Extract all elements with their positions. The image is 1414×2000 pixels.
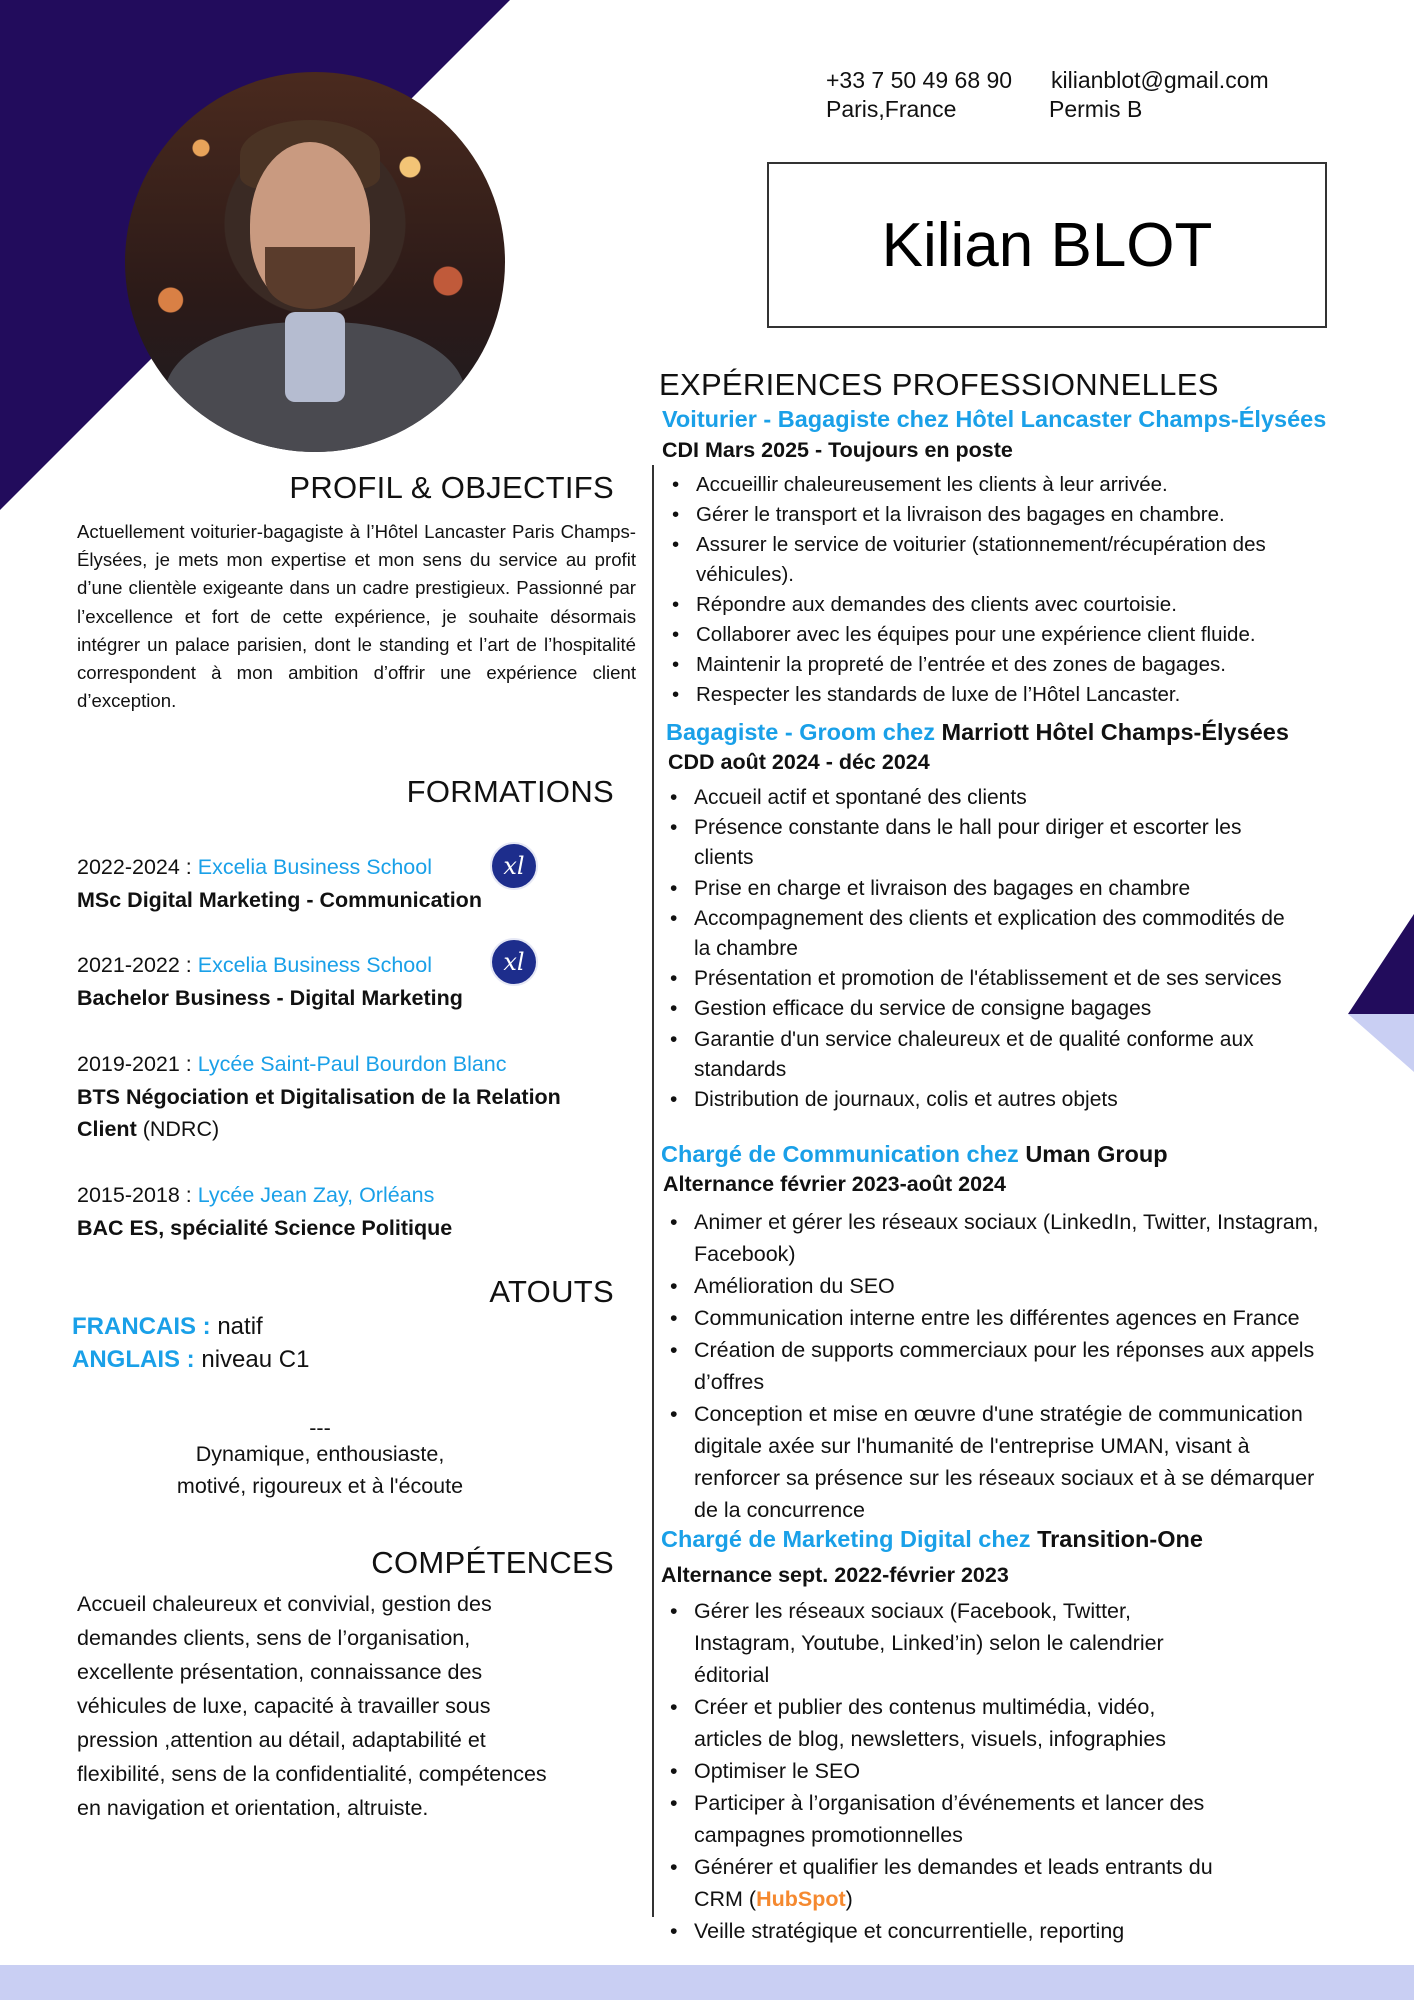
formation-3-extra: (NDRC) <box>136 1117 220 1141</box>
bullet-item <box>664 1025 1384 1085</box>
bullet-item: • Optimiser le SEO <box>664 1755 1384 1787</box>
bullet-text: standards <box>694 1057 787 1081</box>
bullet-text: Présence constante dans le hall pour diriger et escorter les <box>694 816 1242 840</box>
bullet-item: • Accueillir chaleureusement les clients à leur arrivée. <box>666 470 1386 500</box>
candidate-name: Kilian BLOT <box>881 210 1213 280</box>
bullet-text: Création de supports commerciaux pour les réponses aux appels <box>694 1338 1315 1362</box>
formation-1-school: Excelia Business School <box>197 855 432 879</box>
bullet-item: • Amélioration du SEO <box>664 1270 1384 1302</box>
bullet-text: Animer et gérer les réseaux sociaux (LinkedIn, Twitter, Instagram, <box>694 1210 1319 1234</box>
bullet-item <box>664 1206 1384 1270</box>
bullet-text: Générer et qualifier les demandes et leads entrants du <box>694 1855 1213 1879</box>
contact-city: Paris,France <box>826 96 957 122</box>
formation-3-school: Lycée Saint-Paul Bourdon Blanc <box>197 1052 507 1076</box>
formation-4-degree: BAC ES, spécialité Science Politique <box>77 1216 453 1240</box>
formation-1-years: 2022-2024 : <box>77 855 198 879</box>
job-3-title <box>661 1141 1168 1168</box>
bullet-text: renforcer sa présence sur les réseaux sociaux et à se démarquer <box>694 1466 1315 1490</box>
bullet-item: • Distribution de journaux, colis et autres objets <box>664 1085 1384 1115</box>
bullet-item <box>664 1398 1384 1526</box>
formation-1-line <box>77 855 432 880</box>
name-box <box>767 162 1327 328</box>
language-label: ANGLAIS : <box>72 1346 195 1373</box>
profile-text: Actuellement voiturier-bagagiste à l’Hôtel Lancaster Paris Champs-Élysées, je mets mon expertise et mon sens du service au profit d’une clientèle exigeante dans un cadre prestigieux. Passionné par l’excellence et fort de cette expérience, je souhaite désormais intégrer un palace parisien, dont le standing et l’art de l’hospitalité correspondent à mon ambition d’offrir une expérience client d’exception. <box>77 521 636 712</box>
atouts-title: ATOUTS <box>489 1274 614 1309</box>
bullet-text: Participer à l’organisation d’événements et lancer des <box>694 1791 1205 1815</box>
profile-title: PROFIL & OBJECTIFS <box>289 470 614 505</box>
competences-text <box>77 1587 637 1825</box>
bullet-item <box>664 1787 1384 1851</box>
bullet-item: • Prise en charge et livraison des bagages en chambre <box>664 874 1384 904</box>
job-3-company: Uman Group <box>1025 1141 1168 1167</box>
bullet-item: • Veille stratégique et concurrentielle, reporting <box>664 1915 1384 1947</box>
job-4-company: Transition-One <box>1037 1526 1203 1552</box>
formation-2-line <box>77 953 432 978</box>
bullet-item <box>664 1595 1384 1691</box>
bullet-item: • Répondre aux demandes des clients avec courtoisie. <box>666 590 1386 620</box>
job-3-bullets <box>664 1206 1384 1526</box>
bullet-text: CRM ( <box>694 1887 757 1911</box>
bullet-item <box>664 813 1384 873</box>
job-1-title: Voiturier - Bagagiste chez Hôtel Lancaster Champs-Élysées <box>662 406 1327 432</box>
job-1-bullets <box>666 470 1386 710</box>
contact-license: Permis B <box>1049 96 1143 122</box>
formation-4-school: Lycée Jean Zay, Orléans <box>197 1183 435 1207</box>
bullet-item: • Respecter les standards de luxe de l’Hôtel Lancaster. <box>666 680 1386 710</box>
language-french <box>72 1313 263 1341</box>
formation-4-years: 2015-2018 : <box>77 1183 198 1207</box>
job-2-company: Marriott Hôtel Champs-Élysées <box>941 719 1289 745</box>
job-3-period: Alternance février 2023-août 2024 <box>663 1172 1006 1196</box>
competences-line: pression ,attention au détail, adaptabilité et <box>77 1728 486 1752</box>
bullet-text: Garantie d'un service chaleureux et de qualité conforme aux <box>694 1027 1254 1051</box>
bullet-text: Accompagnement des clients et explication des commodités de <box>694 906 1285 930</box>
competences-line: Accueil chaleureux et convivial, gestion des <box>77 1592 492 1616</box>
formation-2-degree: Bachelor Business - Digital Marketing <box>77 986 463 1010</box>
column-divider <box>652 465 654 1917</box>
formation-2-years: 2021-2022 : <box>77 953 198 977</box>
competences-line: véhicules de luxe, capacité à travailler sous <box>77 1694 491 1718</box>
bullet-item: • Maintenir la propreté de l’entrée et des zones de bagages. <box>666 650 1386 680</box>
formation-1-degree: MSc Digital Marketing - Communication <box>77 888 482 912</box>
qualities-line-2: motivé, rigoureux et à l'écoute <box>176 1474 464 1498</box>
bullet-text: Créer et publier des contenus multimédia, vidéo, <box>694 1695 1156 1719</box>
bullet-item: • Présentation et promotion de l'établissement et de ses services <box>664 964 1384 994</box>
job-4-title <box>661 1526 1203 1553</box>
job-4-bullets <box>664 1595 1384 1947</box>
qualities-separator: --- <box>309 1416 331 1440</box>
contact-email: kilianblot@gmail.com <box>1051 67 1269 93</box>
job-3-role: Chargé de Communication chez <box>661 1141 1026 1167</box>
bullet-text: Gérer les réseaux sociaux (Facebook, Twitter, <box>694 1599 1131 1623</box>
bullet-item: • Gérer le transport et la livraison des bagages en chambre. <box>666 500 1386 530</box>
competences-line: excellente présentation, connaissance des <box>77 1660 483 1684</box>
competences-title: COMPÉTENCES <box>371 1545 614 1580</box>
formation-4-line <box>77 1183 434 1208</box>
bullet-item: • Communication interne entre les différentes agences en France <box>664 1302 1384 1334</box>
job-4-role: Chargé de Marketing Digital chez <box>661 1526 1038 1552</box>
bullet-text: Instagram, Youtube, Linked’in) selon le calendrier <box>694 1631 1164 1655</box>
bullet-item <box>666 530 1386 590</box>
bullet-text: articles de blog, newsletters, visuels, infographies <box>694 1727 1167 1751</box>
bullet-text: éditorial <box>694 1663 770 1687</box>
bullet-item <box>664 1851 1384 1915</box>
hubspot-link: HubSpot <box>756 1887 846 1911</box>
job-2-role: Bagagiste - Groom chez <box>666 719 942 745</box>
bullet-text: clients <box>694 846 754 870</box>
excelia-logo: xl <box>490 842 538 890</box>
competences-line: demandes clients, sens de l’organisation, <box>77 1626 471 1650</box>
bullet-item: • Gestion efficace du service de consigne bagages <box>664 994 1384 1024</box>
contact-phone: +33 7 50 49 68 90 <box>826 67 1013 93</box>
profile-photo <box>125 72 505 452</box>
formation-3-degree: BTS Négociation et Digitalisation de la Relation <box>77 1085 561 1109</box>
bullet-text: digitale axée sur l'humanité de l'entreprise UMAN, visant à <box>694 1434 1250 1458</box>
language-level: niveau C1 <box>194 1346 310 1373</box>
formation-3-degree-line2 <box>77 1117 219 1142</box>
bullet-text: d’offres <box>694 1370 765 1394</box>
bottom-band <box>0 1965 1414 2000</box>
bullet-item: • Accueil actif et spontané des clients <box>664 783 1384 813</box>
bullet-text: Conception et mise en œuvre d'une stratégie de communication <box>694 1402 1303 1426</box>
bullet-text: Facebook) <box>694 1242 796 1266</box>
bullet-text: campagnes promotionnelles <box>694 1823 963 1847</box>
job-2-period: CDD août 2024 - déc 2024 <box>668 750 930 774</box>
language-label: FRANCAIS : <box>72 1313 211 1340</box>
formation-3-years: 2019-2021 : <box>77 1052 198 1076</box>
bullet-text: ) <box>845 1887 853 1911</box>
qualities-line-1: Dynamique, enthousiaste, <box>195 1442 445 1466</box>
job-4-period: Alternance sept. 2022-février 2023 <box>661 1563 1009 1587</box>
job-2-title <box>666 719 1289 746</box>
language-english <box>72 1346 309 1374</box>
competences-line: flexibilité, sens de la confidentialité, compétences <box>77 1762 547 1786</box>
job-1-period: CDI Mars 2025 - Toujours en poste <box>662 438 1013 462</box>
formation-3-line <box>77 1052 507 1077</box>
bullet-text: la chambre <box>694 937 798 961</box>
bullet-text: de la concurrence <box>694 1498 865 1522</box>
formation-2-school: Excelia Business School <box>197 953 432 977</box>
job-2-bullets <box>664 783 1384 1115</box>
bullet-text: Assurer le service de voiturier (stationnement/récupération des <box>696 533 1266 556</box>
formation-3-degree2: Client <box>77 1117 137 1141</box>
bullet-item <box>664 1691 1384 1755</box>
bullet-item <box>664 904 1384 964</box>
bullet-item <box>664 1334 1384 1398</box>
experiences-title: EXPÉRIENCES PROFESSIONNELLES <box>659 367 1219 402</box>
language-level: natif <box>210 1313 263 1340</box>
competences-line: en navigation et orientation, altruiste. <box>77 1796 429 1820</box>
formations-title: FORMATIONS <box>406 774 614 809</box>
excelia-logo: xl <box>490 938 538 986</box>
bullet-item: • Collaborer avec les équipes pour une expérience client fluide. <box>666 620 1386 650</box>
bullet-text: véhicules). <box>696 563 794 586</box>
